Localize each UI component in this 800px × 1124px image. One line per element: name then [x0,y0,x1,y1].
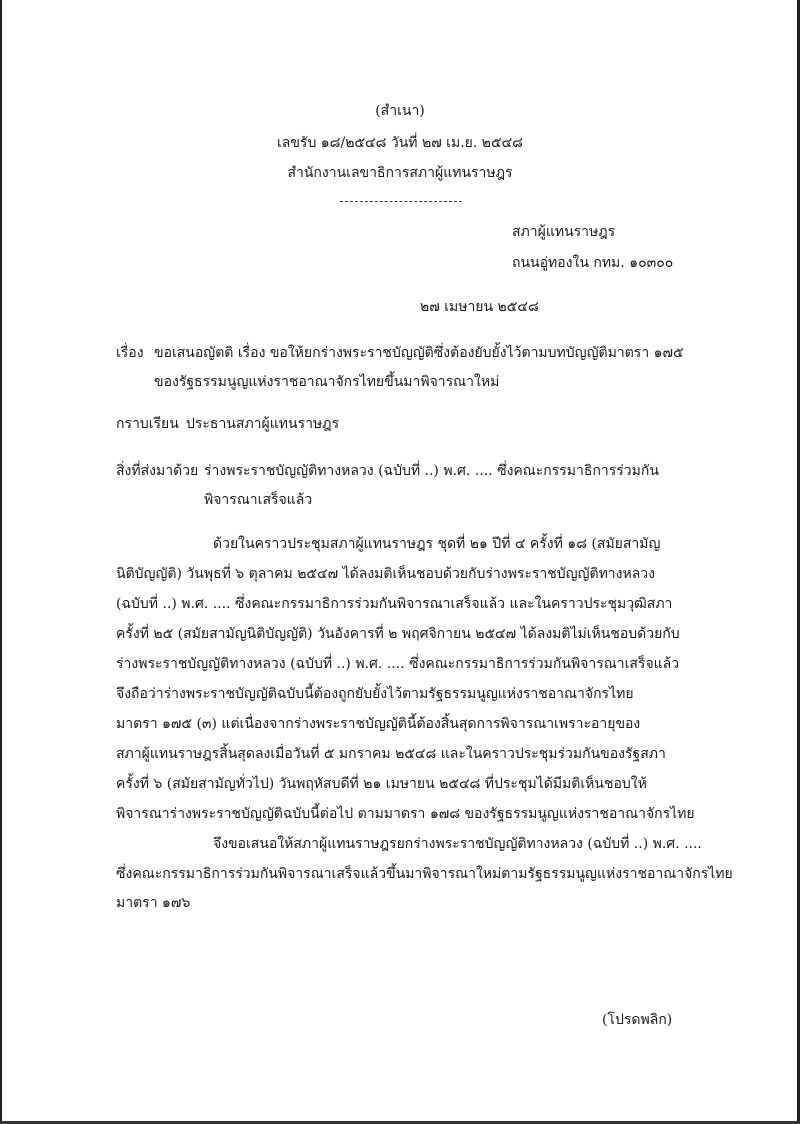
body-line: ด้วยในคราวประชุมสภาผู้แทนราษฎร ชุดที่ ๒๑ ปีที่ ๔ ครั้งที่ ๑๘ (สมัยสามัญ [213,536,661,552]
header-divider [340,201,462,202]
body-line: จึงขอเสนอให้สภาผู้แทนราษฎรยกร่างพระราชบัญญัติทางหลวง (ฉบับที่ ..) พ.ศ. .... [213,836,702,852]
letter-date: ๒๗ เมษายน ๒๕๔๘ [420,299,539,315]
body-line: (ฉบับที่ ..) พ.ศ. .... ซึ่งคณะกรรมาธิการร่วมกันพิจารณาเสร็จแล้ว และในคราวประชุมวุฒิสภา [116,596,673,612]
body-line: ครั้งที่ ๖ (สมัยสามัญทั่วไป) วันพฤหัสบดีที่ ๒๑ เมษายน ๒๕๔๘ ที่ประชุมได้มีมติเห็นชอบให้ [116,776,647,792]
body-line: ซึ่งคณะกรรมาธิการร่วมกันพิจารณาเสร็จแล้วขึ้นมาพิจารณาใหม่ตามรัฐธรรมนูญแห่งราชอาณาจักรไทย [116,866,733,882]
enclosure-label: สิ่งที่ส่งมาด้วย [116,463,199,479]
salutation-label: กราบเรียน [116,416,179,432]
body-line: สภาผู้แทนราษฎรสิ้นสุดลงเมื่อวันที่ ๕ มกราคม ๒๕๔๘ และในคราวประชุมร่วมกันของรัฐสภา [116,746,666,762]
sender-org: สภาผู้แทนราษฎร [512,224,616,240]
receipt-line: เลขรับ ๑๘/๒๕๔๘ วันที่ ๒๗ เม.ย. ๒๕๔๘ [277,135,523,151]
body-line: มาตรา ๑๗๕ (๓) แต่เนื่องจากร่างพระราชบัญญัตินี้ต้องสิ้นสุดการพิจารณาเพราะอายุของ [116,716,641,732]
sender-address: ถนนอู่ทองใน กทม. ๑๐๓๐๐ [512,255,674,271]
subject-line-1: ขอเสนอญัตติ เรื่อง ขอให้ยกร่างพระราชบัญญัติซึ่งต้องยับยั้งไว้ตามบทบัญญัติมาตรา ๑๗๕ [154,345,684,361]
copy-label: (สำเนา) [375,103,425,119]
body-line: ร่างพระราชบัญญัติทางหลวง (ฉบับที่ ..) พ.ศ. .... ซึ่งคณะกรรมาธิการร่วมกันพิจารณาเสร็จแล้ว [116,656,680,672]
body-line: พิจารณาร่างพระราชบัญญัติฉบับนี้ต่อไป ตามมาตรา ๑๗๘ ของรัฐธรรมนูญแห่งราชอาณาจักรไทย [116,806,695,822]
subject-line-2: ของรัฐธรรมนูญแห่งราชอาณาจักรไทยขึ้นมาพิจารณาใหม่ [154,374,500,390]
body-line: นิติบัญญัติ) วันพุธที่ ๖ ตุลาคม ๒๕๔๗ ได้ลงมติเห็นชอบด้วยกับร่างพระราชบัญญัติทางหลวง [116,566,656,582]
subject-label: เรื่อง [116,345,144,361]
body-line: จึงถือว่าร่างพระราชบัญญัติฉบับนี้ต้องถูกยับยั้งไว้ตามรัฐธรรมนูญแห่งราชอาณาจักรไทย [116,686,634,702]
salutation-recipient: ประธานสภาผู้แทนราษฎร [186,416,340,432]
body-line: มาตรา ๑๗๖ [116,895,191,911]
enclosure-line-2: พิจารณาเสร็จแล้ว [204,492,313,508]
enclosure-line-1: ร่างพระราชบัญญัติทางหลวง (ฉบับที่ ..) พ.ศ. .... ซึ่งคณะกรรมาธิการร่วมกัน [204,463,659,479]
body-line: ครั้งที่ ๒๕ (สมัยสามัญนิติบัญญัติ) วันอังคารที่ ๒ พฤศจิกายน ๒๕๔๗ ได้ลงมติไม่เห็นชอบด้วยกับ [116,626,680,642]
turn-page-note: (โปรดพลิก) [602,1012,673,1028]
office-name: สำนักงานเลขาธิการสภาผู้แทนราษฎร [287,165,513,181]
